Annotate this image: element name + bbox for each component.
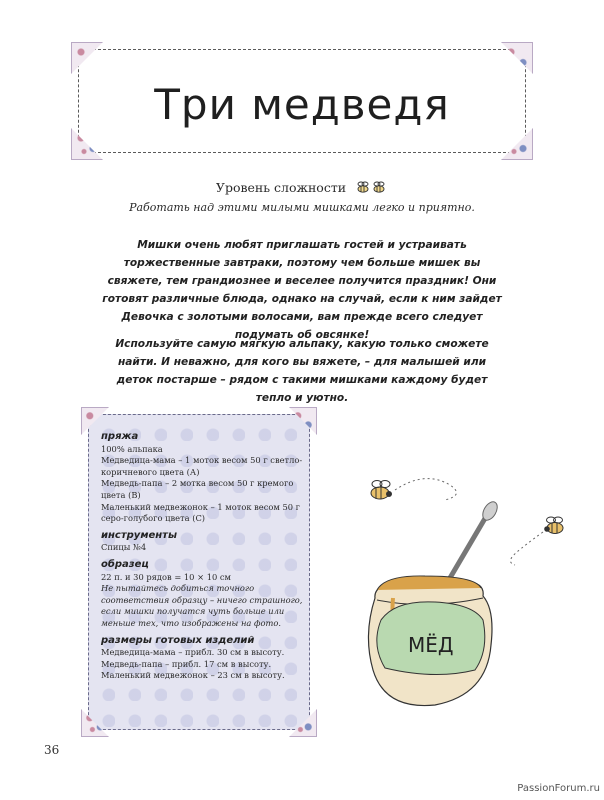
sizes-title: размеры готовых изделий <box>101 634 255 646</box>
materials-list <box>101 431 306 682</box>
page-title: Три медведя <box>154 80 450 129</box>
yarn-item: Маленький медвежонок – 1 моток весом 50 г серо-голубого цвета (С) <box>101 501 300 524</box>
bee-icon <box>371 481 392 500</box>
bee-icon <box>545 517 563 534</box>
yarn-item: 100% альпака <box>101 443 163 454</box>
floral-corner <box>71 42 103 74</box>
floral-corner <box>289 709 317 737</box>
difficulty-level <box>0 180 604 197</box>
size-item: Медведица-мама – прибл. 30 см в высоту. <box>101 647 285 658</box>
size-item: Маленький медвежонок – 23 см в высоту. <box>101 670 285 681</box>
subtitle: Работать над этими милыми мишками легко и приятно. <box>129 201 475 214</box>
yarn-title: пряжа <box>101 431 139 442</box>
size-item: Медведь-папа – прибл. 17 см в высоту. <box>101 658 272 669</box>
difficulty-label: Уровень сложности <box>215 180 347 195</box>
bee-icon <box>354 180 388 197</box>
title-frame <box>78 49 526 153</box>
yarn-item: Медведица-мама – 1 моток весом 50 г светло-коричневого цвета (А) <box>101 455 303 477</box>
tools-item: Спицы №4 <box>101 542 147 553</box>
page-number: 36 <box>44 743 60 757</box>
intro-paragraph: Используйте самую мягкую альпаку, какую только сможете найти. И неважно, для кого вы вяжете, – для малышей или деток постарше – рядом с такими мишками каждому будет тепло и уютно. <box>115 338 489 404</box>
gauge-title: образец <box>101 558 149 570</box>
jar-label: МЁД <box>408 633 454 657</box>
floral-corner <box>501 128 533 160</box>
yarn-item: Медведь-папа – 2 мотка весом 50 г кремого цвета (В) <box>101 478 294 500</box>
floral-corner <box>71 128 103 160</box>
gauge-value: 22 п. и 30 рядов = 10 × 10 см <box>101 571 231 582</box>
honey-jar-illustration <box>355 470 585 720</box>
tools-title: инструменты <box>101 529 178 541</box>
floral-corner <box>501 42 533 74</box>
floral-corner <box>81 709 109 737</box>
intro-paragraph: Мишки очень любят приглашать гостей и устраивать торжественные завтраки, поэтому чем больше мишек вы свяжете, тем грандиознее и веселее получится праздник! Они готовят различные блюда, однако на случай, если к ним зайдет Девочка с золотыми волосами, вам прежде всего следует подумать об овсянке! <box>102 239 502 341</box>
gauge-note: Не пытайтесь добиться точного соответствия образцу – ничего страшного, если мишки получатся чуть больше или меньше тех, что изображены на фото. <box>101 583 303 628</box>
watermark: PassionForum.ru <box>517 783 600 794</box>
